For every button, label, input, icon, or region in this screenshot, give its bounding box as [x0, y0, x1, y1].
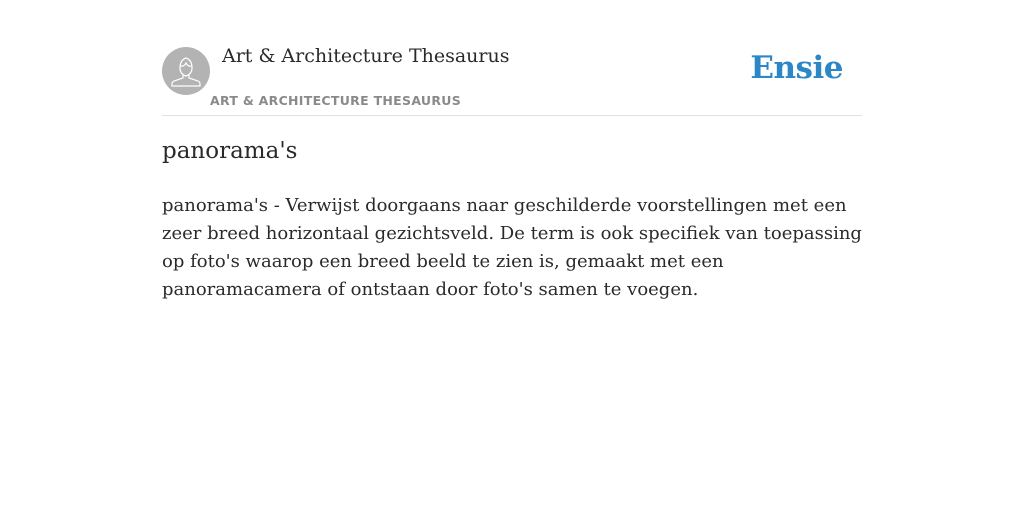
- entry-header: [162, 40, 862, 116]
- source-label: ART & ARCHITECTURE THESAURUS: [210, 93, 462, 108]
- author-name[interactable]: Art & Architecture Thesaurus: [222, 45, 510, 67]
- author-avatar[interactable]: [162, 47, 210, 95]
- ensie-logo[interactable]: Ensie: [750, 50, 843, 86]
- user-icon: [162, 47, 210, 95]
- entry-title: panorama's: [162, 138, 298, 164]
- entry-definition: panorama's - Verwijst doorgaans naar geschilderde voorstellingen met een zeer breed horizontaal gezichtsveld. De term is ook specifiek van toepassing op foto's waarop een breed beeld te zien is, gemaakt met een panoramacamera of ontstaan door foto's samen te voegen.: [162, 195, 862, 300]
